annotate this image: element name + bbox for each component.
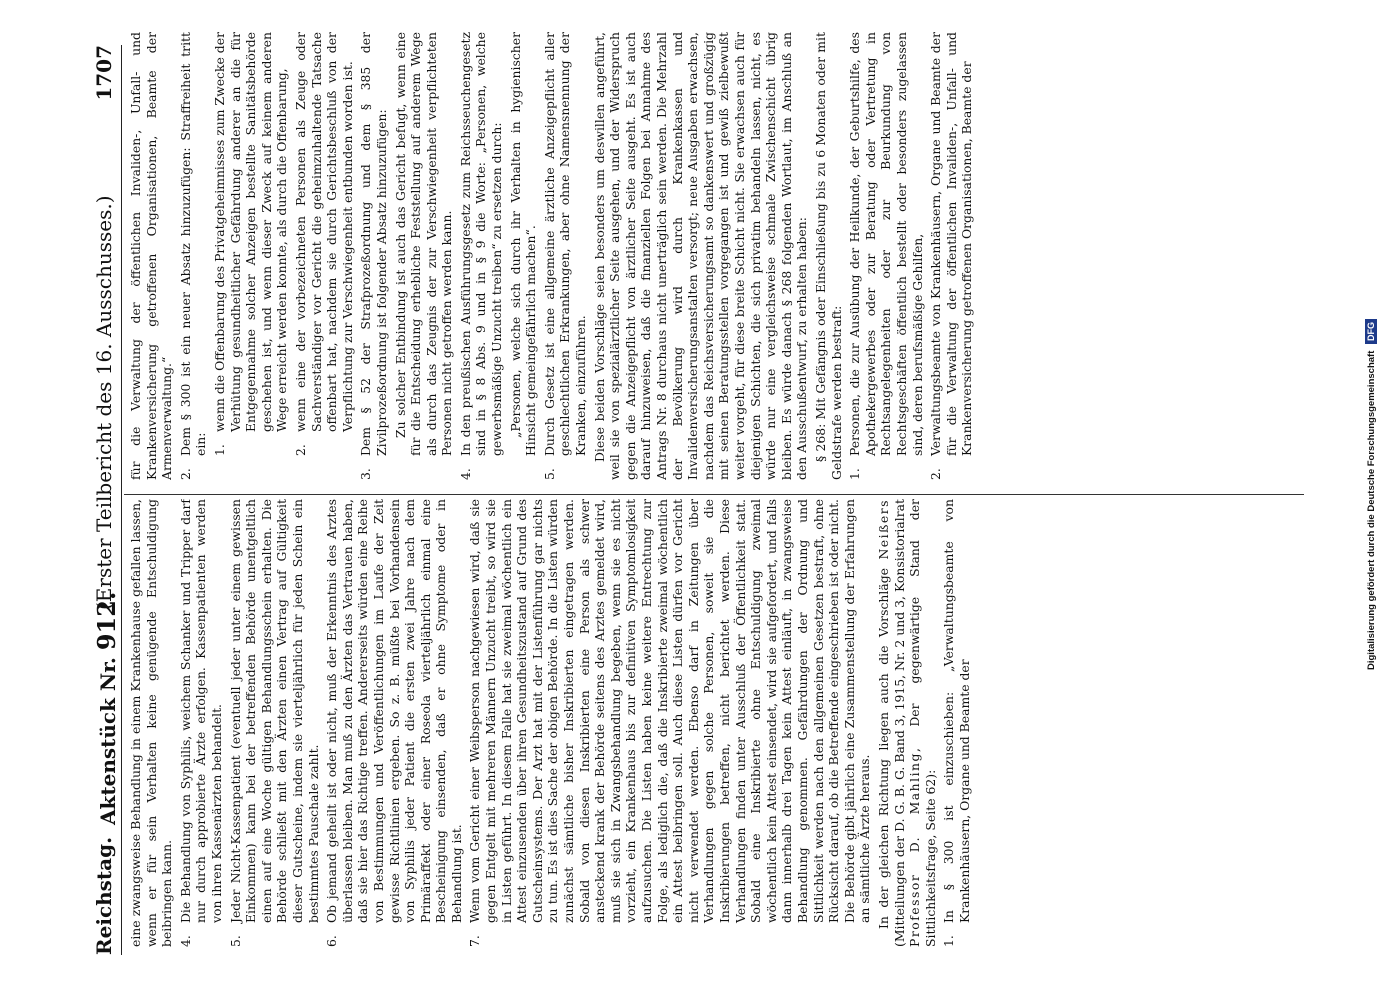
paragraph: Diese beiden Vorschläge seien besonders um deswillen angeführt, weil sie von spezialärztlicher Seite ausgehen, und der Widerspruch gegen die Anzeigepflicht von ärztlicher Seite ausgeht. Es ist auch darauf hinzuweisen, daß die finanziellen Folgen bei Annahme des Antrags Nr. 8 durchaus nicht unerträglich sein werden. Die Mehrzahl der Bevölkerung wird durch Krankenkassen und Invalidenversicherungsanstalten versorgt; neue Ausgaben erwachsen, nachdem das Reichsversicherungsamt so dankenswert und großzügig mit seinen Beratungsstellen vorgegangen ist und gewiß zielbewußt weiter vorgeht, für diese breite Schicht nicht. Sie erwachsen auch für diejenigen Schichten, die sich privatim behandeln lassen, nicht, es würde nur eine vergleichsweise schmale Zwischenschicht übrig bleiben. Es würde danach § 268 folgenden Wortlaut, im Anschluß an den Ausschußentwurf, zu erhalten haben: bbox=[591, 32, 810, 480]
item-number: 5. bbox=[227, 935, 243, 947]
item-text: In § 300 ist einzuschieben: „Verwaltungsbeamte von Krankenhäusern, Organe und Beamte der bbox=[941, 499, 972, 923]
item-number: 5. bbox=[541, 468, 557, 480]
item-text: Dem § 52 der Strafprozeßordnung und dem § 385 der Zivilprozeßordnung ist folgender Absatz hinzuzufügen: bbox=[358, 32, 389, 456]
item-text: Die Behandlung von Syphilis, weichem Schanker und Tripper darf nur durch approbierte Ärzte erfolgen. Kassenpatienten werden von ihren Kassenärzten behandelt. bbox=[177, 499, 224, 923]
item-text: Dem § 300 ist ein neuer Absatz hinzuzufügen: Straffreiheit tritt ein: bbox=[177, 32, 209, 456]
list-item bbox=[228, 499, 322, 947]
item-number: 1. bbox=[847, 468, 863, 480]
item-number: 7. bbox=[467, 935, 483, 947]
header-subtitle: (Erster Teilbericht des 16. Ausschusses.) bbox=[92, 195, 116, 610]
sub-list-item bbox=[293, 32, 355, 456]
list-item bbox=[458, 32, 505, 480]
item-number: 2. bbox=[177, 468, 193, 480]
column-divider bbox=[124, 494, 1304, 495]
item-number: 2. bbox=[928, 468, 944, 480]
author-name: Neißers bbox=[875, 499, 891, 560]
paragraph bbox=[876, 499, 938, 947]
list-item bbox=[941, 499, 972, 947]
right-column bbox=[128, 32, 1298, 480]
paragraph: § 268: Mit Gefängnis oder Einschließung bis zu 6 Monaten oder mit Geldstrafe werden bestraft: bbox=[812, 32, 844, 480]
header-aktenstueck-label: Aktenstück Nr. bbox=[96, 657, 120, 825]
author-name: Professor D. Mahling, bbox=[907, 746, 923, 947]
header-aktenstueck bbox=[92, 592, 121, 825]
item-number: 1. bbox=[211, 444, 227, 456]
item-text: Jeder Nicht-Kassenpatient (eventuell jeder unter einem gewissen Einkommen) kann bei der betreffenden Behörde unentgeltlich einen auf eine Woche gültigen Behandlungsschein erhalten. Die Behörde schließt mit den Ärzten einen Vertrag auf Gültigkeit dieser Gutscheine, indem sie vierteljährlich für jeden Schein ein bestimmtes Pauschale zahlt. bbox=[227, 499, 321, 923]
item-number: 4. bbox=[457, 468, 473, 480]
list-item bbox=[847, 32, 925, 480]
list-item bbox=[358, 32, 389, 480]
item-text: wenn die Offenbarung des Privatgeheimnisses zum Zwecke der Verhütung gesundheitlicher Gefährdung anderer an die für Entgegennahme solcher Anzeigen bestellte Sanitätsbehörde geschehen ist, und wenn dieser Zweck auf keinem anderen Wege erreicht werden konnte, als durch die Offenbarung, bbox=[211, 32, 290, 432]
list-item bbox=[178, 32, 209, 480]
list-item bbox=[928, 32, 975, 480]
list-item bbox=[178, 499, 225, 947]
item-number: 2. bbox=[292, 444, 308, 456]
page-header bbox=[92, 45, 122, 955]
quoted-paragraph: „Personen, welche sich durch ihr Verhalten in hygienischer Hinsicht gemeingefährlich machen“. bbox=[507, 32, 539, 456]
header-rule bbox=[121, 45, 122, 955]
item-text: In den preußischen Ausführungsgesetz zum Reichsseuchengesetz sind in § 8 Abs. 9 und in § 9 die Worte: „Personen, welche gewerbsmäßige Unzucht treiben“ zu ersetzen durch: bbox=[457, 32, 505, 456]
credit-text bbox=[1356, 0, 1383, 1000]
dfg-logo: DFG bbox=[1365, 319, 1377, 344]
page-number: 1707 bbox=[92, 45, 116, 101]
item-text: Durch Gesetz ist eine allgemeine ärztliche Anzeigepflicht aller geschlechtlichen Erkrankungen, aber ohne Namensnennung der Kranken, einzuführen. bbox=[541, 32, 589, 456]
item-text: Wenn vom Gericht einer Weibsperson nachgewiesen wird, daß sie gegen Entgelt mit mehreren Männern Unzucht treibt, so wird sie in Listen geführt. In diesem Falle hat sie zweimal wöchentlich ein Attest einzusenden über ihren Gesundheitszustand auf Grund des Gutscheinsystems. Der Arzt hat mit der Listenführung gar nichts zu tun. Es ist dies Sache der obigen Behörde. In die Listen würden zunächst sämtliche bisher Inskribierten eingetragen werden. Sobald von diesen Inskribierten eine Person als schwer ansteckend krank der Behörde seitens des Arztes gemeldet wird, muß sie sich in Zwangsbehandlung begeben, wenn sie es nicht vorzieht, ein Krankenhaus bis zur definitiven Symptomlosigkeit aufzusuchen. Die Listen haben keine weitere Entrechtung zur Folge, als lediglich die, daß die Inskribierte zweimal wöchentlich ein Attest beibringen soll. Auch diese Listen dürfen vor Gericht nicht verwendet werden. Ebenso darf in Zeitungen über Verhandlungen gegen solche Personen, soweit sie die Inskribierungen betreffen, nicht berichtet werden. Diese Verhandlungen finden unter Ausschluß der Öffentlichkeit statt. Sobald eine Inskribierte ohne Entschuldigung zweimal wöchentlich kein Attest einsendet, wird sie aufgefordert, und falls dann innerhalb drei Tagen kein Attest einläuft, in zwangsweise Behandlung genommen. Gefährdungen der Ordnung und Sittlichkeit werden nach den allgemeinen Gesetzen bestraft, ohne Rücksicht darauf, ob die Betreffende eingeschrieben ist oder nicht. Die Behörde gibt jährlich eine Zusammenstellung der Erfahrungen an sämtliche Ärzte heraus. bbox=[467, 499, 873, 923]
item-number: 6. bbox=[324, 935, 340, 947]
list-item bbox=[467, 499, 872, 947]
paragraph: für die Verwaltung der öffentlichen Invaliden-, Unfall- und Krankenversicherung getroffenen Organisationen, Beamte der Armenverwaltung.“ bbox=[128, 32, 175, 480]
quoted-paragraph: Zu solcher Entbindung ist auch das Gericht befugt, wenn eine für die Entscheidung erhebliche Feststellung auf anderem Wege als durch das Zeugnis der zur Verschwiegenheit verpflichteten Personen nicht getroffen werden kann. bbox=[392, 32, 455, 456]
header-number: 912. bbox=[92, 591, 121, 651]
text-run: (Mitteilungen der D. G. B. G. Band 3, 1915, Nr. 2 und 3, Konsistorialrat bbox=[891, 499, 907, 947]
list-item bbox=[542, 32, 589, 480]
list-item bbox=[324, 499, 464, 947]
text-run: Der gegenwärtige Stand der Sittlichkeitsfrage, Seite 62): bbox=[907, 499, 938, 947]
sub-list-item bbox=[212, 32, 290, 456]
item-number: 1. bbox=[941, 935, 957, 947]
item-text: Ob jemand geheilt ist oder nicht, muß der Erkenntnis des Arztes überlassen bleiben. Man muß zu den Ärzten das Vertrauen haben, daß sie hier das Richtige treffen. Andererseits würden eine Reihe von Bestimmungen und Veröffentlichungen im Laufe der Zeit gewisse Richtlinien ergeben. So z. B. müßte bei Vorhandensein von Syphilis jeder Patient die ersten zwei Jahre nach dem Primäraffekt oder einer Roseola vierteljährlich einmal eine Bescheinigung einsenden, daß er ohne Symptome oder in Behandlung ist. bbox=[324, 499, 464, 923]
credit-label: Digitalisierung gefördert durch die Deutsche Forschungsgemeinschaft bbox=[1366, 350, 1377, 670]
text-run: In der gleichen Richtung liegen auch die Vorschläge bbox=[875, 568, 891, 929]
item-text: wenn eine der vorbezeichneten Personen als Zeuge oder Sachverständiger vor Gericht die geheimzuhaltende Tatsache offenbart hat, nachdem sie durch Gerichtsbeschluß von der Verpflichtung zur Verschwiegenheit entbunden worden ist. bbox=[292, 32, 355, 432]
item-number: 3. bbox=[358, 468, 374, 480]
item-number: 4. bbox=[177, 935, 193, 947]
digitization-credit bbox=[1352, 0, 1383, 1000]
paragraph: eine zwangsweise Behandlung in einem Krankenhause gefallen lassen, wenn er für sein Verhalten keine genügende Entschuldigung beibringen kann. bbox=[128, 499, 175, 947]
item-text: Personen, die zur Ausübung der Heilkunde, der Geburtshilfe, des Apothekergewerbes oder zur Beratung oder Vertretung in Rechtsangelegenheiten oder zur Beurkundung von Rechtsgeschäften öffentlich bestellt oder besonders zugelassen sind, deren berufsmäßige Gehilfen, bbox=[847, 32, 925, 456]
left-column bbox=[128, 499, 1298, 947]
item-text: Verwaltungsbeamte von Krankenhäusern, Organe und Beamte der für die Verwaltung der öffentlichen Invaliden-, Unfall- und Krankenversicherung getroffenen Organisationen, Beamte der bbox=[928, 32, 975, 456]
header-reichstag: Reichstag. bbox=[92, 836, 116, 955]
